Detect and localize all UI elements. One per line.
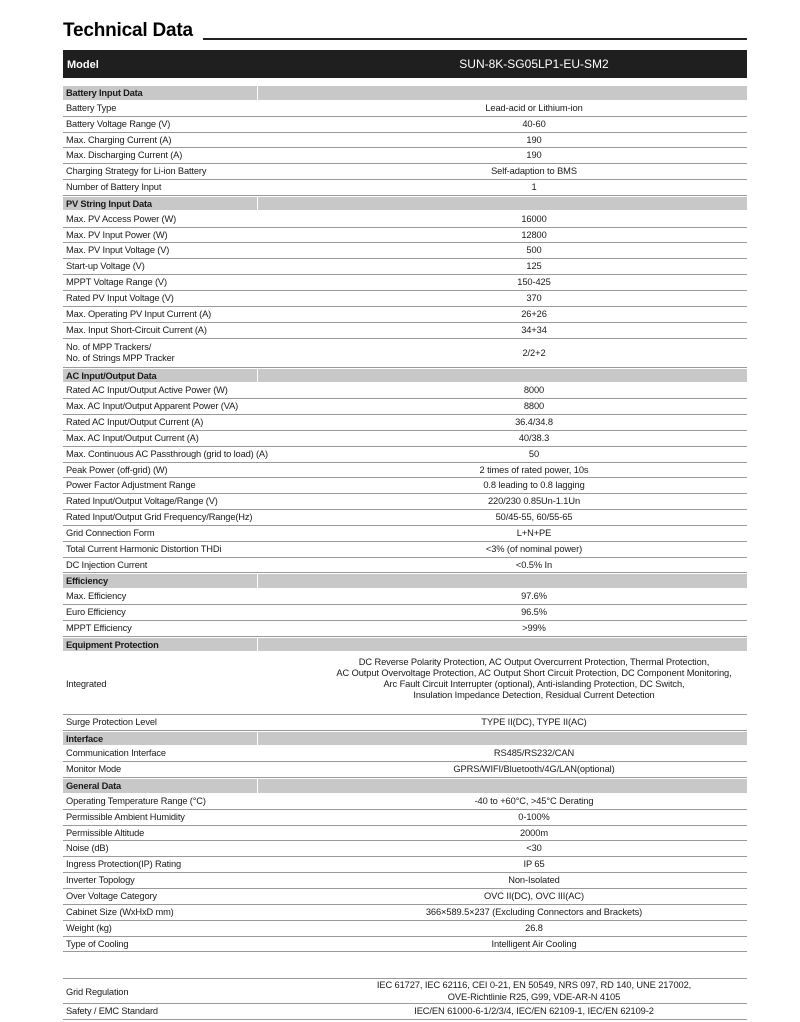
- spec-value: IEC 61727, IEC 62116, CEI 0-21, EN 50549, NRS 097, RD 140, UNE 217002, OVE-Richtlinie R25, G99, VDE-AR-N 4105: [376, 980, 692, 1002]
- spec-key: Charging Strategy for Li-ion Battery: [66, 166, 207, 177]
- section-header: [63, 731, 747, 747]
- spec-key: Weight (kg): [66, 922, 112, 933]
- section-bar: [258, 574, 747, 588]
- spec-key: Max. PV Input Power (W): [66, 229, 168, 240]
- spec-key: Rated AC Input/Output Active Power (W): [66, 385, 228, 396]
- spec-row: [63, 101, 747, 117]
- spec-value: 0.8 leading to 0.8 lagging: [483, 480, 585, 491]
- section-bar: [258, 779, 747, 793]
- spec-key: Max. Charging Current (A): [66, 134, 172, 145]
- spec-row: [63, 399, 747, 415]
- spec-value: 8000: [523, 385, 545, 396]
- spec-key: Max. Operating PV Input Current (A): [66, 308, 212, 319]
- spec-value: 370: [526, 292, 542, 303]
- spec-value: 26+26: [521, 308, 547, 319]
- spec-value: L+N+PE: [516, 527, 552, 538]
- spec-key: Number of Battery Input: [66, 182, 162, 193]
- spec-row: [63, 180, 747, 196]
- spec-key: Max. Discharging Current (A): [66, 150, 183, 161]
- spec-value: 150-425: [517, 277, 551, 288]
- spec-row: [63, 510, 747, 526]
- spec-row: [63, 857, 747, 873]
- spec-row: [63, 228, 747, 244]
- spec-row: [63, 746, 747, 762]
- spec-row: [63, 826, 747, 842]
- spec-row: [63, 383, 747, 399]
- spec-row: [63, 447, 747, 463]
- spec-value: 34+34: [521, 324, 547, 335]
- spec-value: 16000: [521, 213, 547, 224]
- section-bar: [258, 86, 747, 100]
- spec-value: <0.5% In: [515, 559, 553, 570]
- spec-row: [63, 212, 747, 228]
- spec-key: MPPT Efficiency: [66, 623, 132, 633]
- section-title: Interface: [63, 732, 257, 746]
- spec-table: [63, 85, 747, 1020]
- spec-key: Permissible Altitude: [66, 827, 145, 838]
- spec-value: DC Reverse Polarity Protection, AC Output Overcurrent Protection, Thermal Protection, AC Output Overvoltage Protection, AC Output Short Circuit Protection, DC Component Monitoring, Arc Fault Circuit Interrupter (optional), Anti-islanding Protection, DC Switch, Insulation Impedance Detection, Residual Current Detection: [336, 656, 732, 701]
- spec-value: TYPE II(DC), TYPE II(AC): [481, 716, 587, 727]
- spec-value: 97.6%: [521, 591, 547, 602]
- spec-key: Monitor Mode: [66, 764, 122, 775]
- spec-key: Peak Power (off-grid) (W): [66, 464, 168, 475]
- spec-value: 36.4/34.8: [515, 417, 553, 428]
- spec-row: [63, 873, 747, 889]
- spec-value: 50: [528, 448, 540, 459]
- spec-row: [63, 937, 747, 953]
- spec-value: 2000m: [520, 827, 548, 838]
- spec-value: Lead-acid or Lithium-ion: [485, 102, 583, 113]
- spec-row: [63, 558, 747, 574]
- spec-value: 190: [526, 134, 542, 145]
- standard-row: [63, 978, 747, 1004]
- spec-value: OVC II(DC), OVC III(AC): [484, 890, 584, 901]
- spec-row: [63, 889, 747, 905]
- spec-row: [63, 117, 747, 133]
- spec-key: Over Voltage Category: [66, 890, 157, 901]
- spec-row: [63, 275, 747, 291]
- spec-value: -40 to +60°C, >45°C Derating: [474, 795, 594, 806]
- spec-key: Battery Voltage Range (V): [66, 118, 171, 129]
- model-label: Model: [67, 59, 99, 71]
- spec-value: IEC/EN 61000-6-1/2/3/4, IEC/EN 62109-1, IEC/EN 62109-2: [414, 1006, 654, 1017]
- spec-row: [63, 148, 747, 164]
- spec-key: Communication Interface: [66, 748, 166, 759]
- spec-row: [63, 164, 747, 180]
- spec-row: [63, 810, 747, 826]
- spec-key: Battery Type: [66, 102, 117, 113]
- spec-value: 220/230 0.85Un-1.1Un: [487, 496, 581, 507]
- spec-key: Surge Protection Level: [66, 716, 157, 727]
- spec-key: Grid Connection Form: [66, 527, 155, 538]
- spec-key: Rated Input/Output Voltage/Range (V): [66, 496, 218, 507]
- spec-key: Noise (dB): [66, 843, 109, 854]
- spec-key: Inverter Topology: [66, 875, 135, 886]
- spec-value: <3% (of nominal power): [485, 543, 583, 554]
- model-value: SUN-8K-SG05LP1-EU-SM2: [459, 57, 609, 71]
- spec-key: Cabinet Size (WxHxD mm): [66, 906, 174, 917]
- spec-key: Total Current Harmonic Distortion THDi: [66, 543, 222, 554]
- spec-key: Operating Temperature Range (°C): [66, 795, 206, 806]
- spec-key: Safety / EMC Standard: [66, 1006, 158, 1017]
- spec-row: [63, 794, 747, 810]
- spec-row: [63, 323, 747, 339]
- spec-value: 96.5%: [521, 607, 547, 618]
- spec-value: 8800: [523, 401, 545, 412]
- spec-row: [63, 589, 747, 605]
- spec-value: 190: [526, 150, 542, 161]
- spec-row: [63, 905, 747, 921]
- spec-value: Intelligent Air Cooling: [491, 938, 577, 949]
- section-header: [63, 368, 747, 384]
- section-title: Equipment Protection: [63, 638, 257, 652]
- spec-row: [63, 339, 747, 368]
- spec-key: Power Factor Adjustment Range: [66, 480, 196, 491]
- page-header: [63, 18, 747, 44]
- spec-key: Max. PV Input Voltage (V): [66, 245, 170, 256]
- model-row: [63, 50, 747, 78]
- spec-value: 40/38.3: [518, 432, 550, 443]
- spec-key: Grid Regulation: [66, 987, 129, 998]
- spacer: [63, 952, 747, 978]
- spec-row: [63, 715, 747, 731]
- spec-key: Max. AC Input/Output Current (A): [66, 432, 199, 443]
- section-bar: [258, 197, 747, 211]
- spec-value: 40-60: [522, 118, 546, 129]
- spec-row: [63, 605, 747, 621]
- section-bar: [258, 369, 747, 383]
- spec-value: 1: [531, 182, 537, 193]
- spec-key: Permissible Ambient Humidity: [66, 811, 185, 822]
- section-title: AC Input/Output Data: [63, 369, 257, 383]
- section-title: Battery Input Data: [63, 86, 257, 100]
- spec-row: [63, 526, 747, 542]
- section-header: [63, 637, 747, 653]
- spec-value: 26.8: [525, 922, 543, 933]
- spec-value: 2/2+2: [522, 347, 546, 358]
- spec-key: Euro Efficiency: [66, 607, 126, 618]
- spec-key: DC Injection Current: [66, 559, 148, 570]
- spec-row: [63, 243, 747, 259]
- standard-row: [63, 1004, 747, 1020]
- spec-value: Non-Isolated: [508, 875, 560, 886]
- section-title: PV String Input Data: [63, 197, 257, 211]
- spec-key: Ingress Protection(IP) Rating: [66, 859, 182, 870]
- spec-value: 50/45-55, 60/55-65: [495, 512, 573, 523]
- spec-row: [63, 431, 747, 447]
- spec-row: [63, 133, 747, 149]
- spec-value: 366×589.5×237 (Excluding Connectors and Brackets): [425, 906, 643, 917]
- section-bar: [258, 638, 747, 652]
- section-bar: [258, 732, 747, 746]
- spec-key: Start-up Voltage (V): [66, 261, 145, 272]
- spec-value: RS485/RS232/CAN: [493, 748, 575, 759]
- spec-key: Max. PV Access Power (W): [66, 213, 177, 224]
- spec-row: [63, 463, 747, 479]
- spec-key: Type of Cooling: [66, 938, 129, 949]
- spec-value: >99%: [522, 623, 546, 633]
- spec-key: MPPT Voltage Range (V): [66, 277, 167, 288]
- spec-row: [63, 291, 747, 307]
- spec-row: [63, 653, 747, 715]
- section-title: General Data: [63, 779, 257, 793]
- spec-key: Max. Input Short-Circuit Current (A): [66, 324, 207, 335]
- spec-value: GPRS/WIFI/Bluetooth/4G/LAN(optional): [453, 764, 615, 775]
- spec-row: [63, 478, 747, 494]
- spec-key: No. of MPP Trackers/ No. of Strings MPP Tracker: [66, 341, 175, 363]
- spec-key: Max. AC Input/Output Apparent Power (VA): [66, 401, 239, 412]
- page-title: Technical Data: [63, 18, 203, 44]
- section-header: [63, 85, 747, 101]
- spec-value: 125: [526, 261, 542, 272]
- spec-key: Rated AC Input/Output Current (A): [66, 417, 204, 428]
- spec-value: 500: [526, 245, 542, 256]
- spec-value: IP 65: [523, 859, 545, 870]
- spec-row: [63, 841, 747, 857]
- spec-value: Self-adaption to BMS: [491, 166, 577, 177]
- spec-row: [63, 307, 747, 323]
- spec-value: 12800: [521, 229, 547, 240]
- spec-row: [63, 259, 747, 275]
- spec-key: Rated PV Input Voltage (V): [66, 292, 174, 303]
- spec-row: [63, 494, 747, 510]
- section-header: [63, 778, 747, 794]
- spec-row: [63, 542, 747, 558]
- spec-key: Max. Efficiency: [66, 591, 127, 602]
- spec-key: Integrated: [66, 678, 107, 689]
- section-header: [63, 573, 747, 589]
- section-title: Efficiency: [63, 574, 257, 588]
- spec-value: <30: [526, 843, 542, 854]
- spec-key: Max. Continuous AC Passthrough (grid to load) (A): [66, 448, 268, 459]
- spec-value: 2 times of rated power, 10s: [479, 464, 589, 475]
- section-header: [63, 196, 747, 212]
- spec-row: [63, 921, 747, 937]
- spec-row: [63, 415, 747, 431]
- spec-value: 0-100%: [518, 811, 550, 822]
- spec-row: [63, 621, 747, 637]
- spec-row: [63, 762, 747, 778]
- spec-key: Rated Input/Output Grid Frequency/Range(Hz): [66, 512, 253, 523]
